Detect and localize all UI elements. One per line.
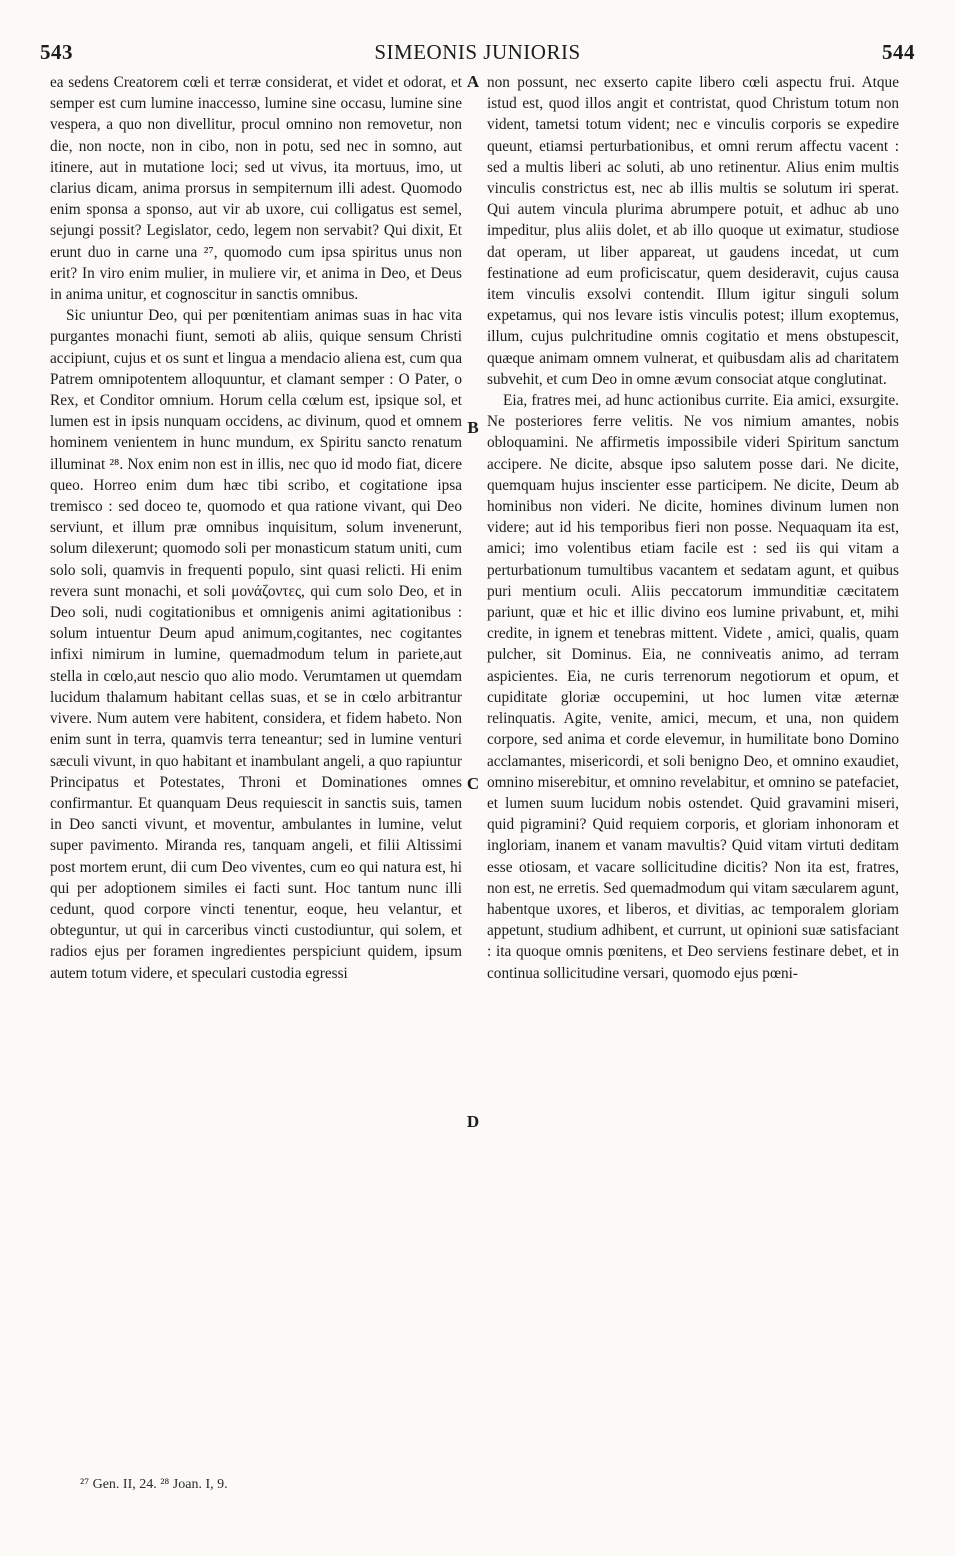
- left-paragraph-1: ea sedens Creatorem cœli et terræ considerat, et videt et odorat, et semper est cum lumine inaccesso, lumine sine occasu, lumine sine vespera, a quo non divellitur, procul omnino non removetur, non die, non nocte, non in cibo, non in potu, sed nec in somno, aut itinere, aut in mutatione loci; sed ut vivus, ita mortuus, imo, ut clarius dicam, anima prorsus in sempiternum illi adest. Quomodo enim sponsa a sponso, aut vir ab uxore, cui colligatus est semel, sejungi possit? Legislator, cedo, legem non servabit? Qui dixit, Et erunt duo in carne una ²⁷, quomodo cum ipsa spiritus unus non erit? In viro enim mulier, in muliere vir, et anima in Deo, et Deus in anima unitur, et cognoscitur in sanctis omnibus.: [50, 74, 462, 304]
- left-column: [50, 72, 462, 1472]
- margin-marker-a: A: [466, 72, 480, 91]
- right-column: [487, 72, 899, 1472]
- margin-marker-d: D: [466, 1112, 480, 1131]
- right-paragraph-2: Eia, fratres mei, ad hunc actionibus currite. Eia amici, exsurgite. Ne posteriores ferre velitis. Ne vos nimium amantes, nobis obloquamini. Ne affirmetis impossibile videri Spiritum sanctum accipere. Ne dicite, absque ipso salutem posse dari. Ne dicite, quemquam hujus inscienter esse participem. Ne dicite, Deum ab hominibus non videri. Ne dicite, homines divinum lumen non videre; aut id his temporibus fieri non posse. Nequaquam ita est, amici; imo volentibus etiam facile est : sed iis qui vitam a perturbationum tumultibus vacantem et sedatam agunt, et quibus puri mentium oculi. Aliis peccatorum immunditiæ cæcitatem pariunt, quæ et hic et illic divino eos lumine privabunt, et, mihi credite, in ignem et tenebras mittent. Videte , amici, qualis, quam pulcher, sit Dominus. Eia, ne conniveatis animo, ad terram aspicientes. Eia, ne curis terrenorum negotiorum et opum, et cupiditate gloriæ occupemini, ut hoc lumen vitæ æternæ relinquatis. Agite, venite, amici, mecum, et una, non quidem corpore, sed anima et corde elevemur, in humilitate bono Domino acclamantes, misericordi, et soli benigno Deo, et omnino exaudiet, omnino miserebitur, et omnino revelabitur, et omnino se patefaciet, et lumen suum lucidum nobis ostendet. Quid gravamini miseri, quid pigramini? Quid requiem corporis, et gloriam inhonoram et ingloriam, inanem et vanam mavultis? Quid vitam virtuti deditam esse otiosam, et vacare sollicitudine dicitis? Non ita est, fratres, non est, ne erretis. Sed quemadmodum qui vitam sæcularem agunt, habentque uxores, et liberos, et divitias, ac temporalem gloriam appetunt, studium adhibent, et currunt, ut opinioni suæ satisfaciant : ita quoque omnis pœnitens, et Deo serviens festinare debet, et in continua sollicitudine versari, quomodo ejus pœni-: [487, 392, 899, 982]
- margin-marker-c: C: [466, 774, 480, 793]
- margin-marker-b: B: [467, 418, 479, 437]
- page-number-left: 543: [40, 40, 73, 64]
- page-header: [40, 40, 915, 70]
- running-title: SIMEONIS JUNIORIS: [374, 40, 581, 64]
- right-paragraph-1: non possunt, nec exserto capite libero cœli aspectu frui. Atque istud est, quod illos angit et contristat, quod Christum totum non vident, tametsi totum vident; nec e vinculis corporis se expedire queunt, etiamsi perturbationibus, et omni rerum affectu vacent : sed a multis liberi ac soluti, ab uno retinentur. Alius enim multis vinculis constrictus est, nec ab illis multis se solutum iri sperat. Qui autem vincula plurima abrumpere potuit, et adhuc ab uno impeditur, plus aliis dolet, et ab illo quoque ut eximatur, studiose dat operam, ut liber appareat, ut gaudens incedat, ut cum festinatione ad eum proficiscatur, quem desideravit, cujus causa item vinculis exsolvi contendit. Illum igitur singuli solum expetamus, qui nos levare istis vinculis potest; illum exoptemus, illum, cujus pulchritudine omnis cogitatio et mens obstupescit, quæque animam omnem vulnerat, et quibusdam alis ad charitatem subvehit, et cum Deo in omne ævum consociat atque conglutinat.: [487, 74, 899, 388]
- footnotes: ²⁷ Gen. II, 24. ²⁸ Joan. I, 9.: [80, 1477, 228, 1492]
- page-number-right: 544: [882, 40, 915, 64]
- left-paragraph-2: Sic uniuntur Deo, qui per pœnitentiam animas suas in hac vita purgantes monachi fiunt, semoti ab aliis, quique sensum Christi accipiunt, cujus et os sunt et lingua a mendacio aliena est, cum qua Patrem omnipotentem alloquuntur, et clamant semper : O Pater, o Rex, et Conditor omnium. Horum cella cœlum est, ipsique sol, et lumen est in ipsis nunquam occidens, ac divinum, quod et omnem hominem venientem in hunc mundum, ex Spiritu sancto renatum illuminat ²⁸. Nox enim non est in illis, nec quo id modo fiat, dicere queo. Horreo enim dum hæc tibi scribo, et cogitatione ipsa tremisco : sed doceo te, quomodo et qua ratione vivant, qui Deo serviunt, et illum præ omnibus inquisitum, solum invenerunt, solum dilexerunt; quomodo soli per monasticum statum uniti, cum solo soli, quamvis in frequenti populo, sint quasi relicti. Hi enim revera sunt monachi, et soli μονάζοντες, qui cum solo Deo, et in Deo soli, nudi cogitationibus et omnigenis animi agitationibus : solum intuentur Deum apud animum,cogitantes, nec cogitantes infixi nimirum in lumine, quemadmodum telum in pariete,aut stella in cœlo,aut nescio quo alio modo. Verumtamen ut quemdam lucidum thalamum habitant cellas suas, et se in cœlo arbitrantur vivere. Num autem vere habitent, considera, et fidem habeto. Non enim sunt in terra, quamvis terra teneantur; sed in lumine venturi sæculi vivunt, in quo habitant et inambulant angeli, a quo rapiuntur Principatus et Potestates, Throni et Dominationes omnes confirmantur. Et quanquam Deus requiescit in sanctis suis, tamen in Deo sancti vivunt, et moventur, ambulantes in lumine, velut super pavimento. Miranda res, tanquam angeli, et filii Altissimi post mortem erunt, dii cum Deo viventes, cum eo qui natura est, hi qui per adoptionem similes ei facti sunt. Hoc tantum nunc illi cedunt, quod corpore vincti tenentur, eoque, heu velantur, et obteguntur, ut qui in carceribus vincti custodiuntur, qui solem, et radios ejus per foramen ingredientes perspiciunt quidem, ipsum autem totum videre, et speculari custodia egressi: [50, 307, 462, 982]
